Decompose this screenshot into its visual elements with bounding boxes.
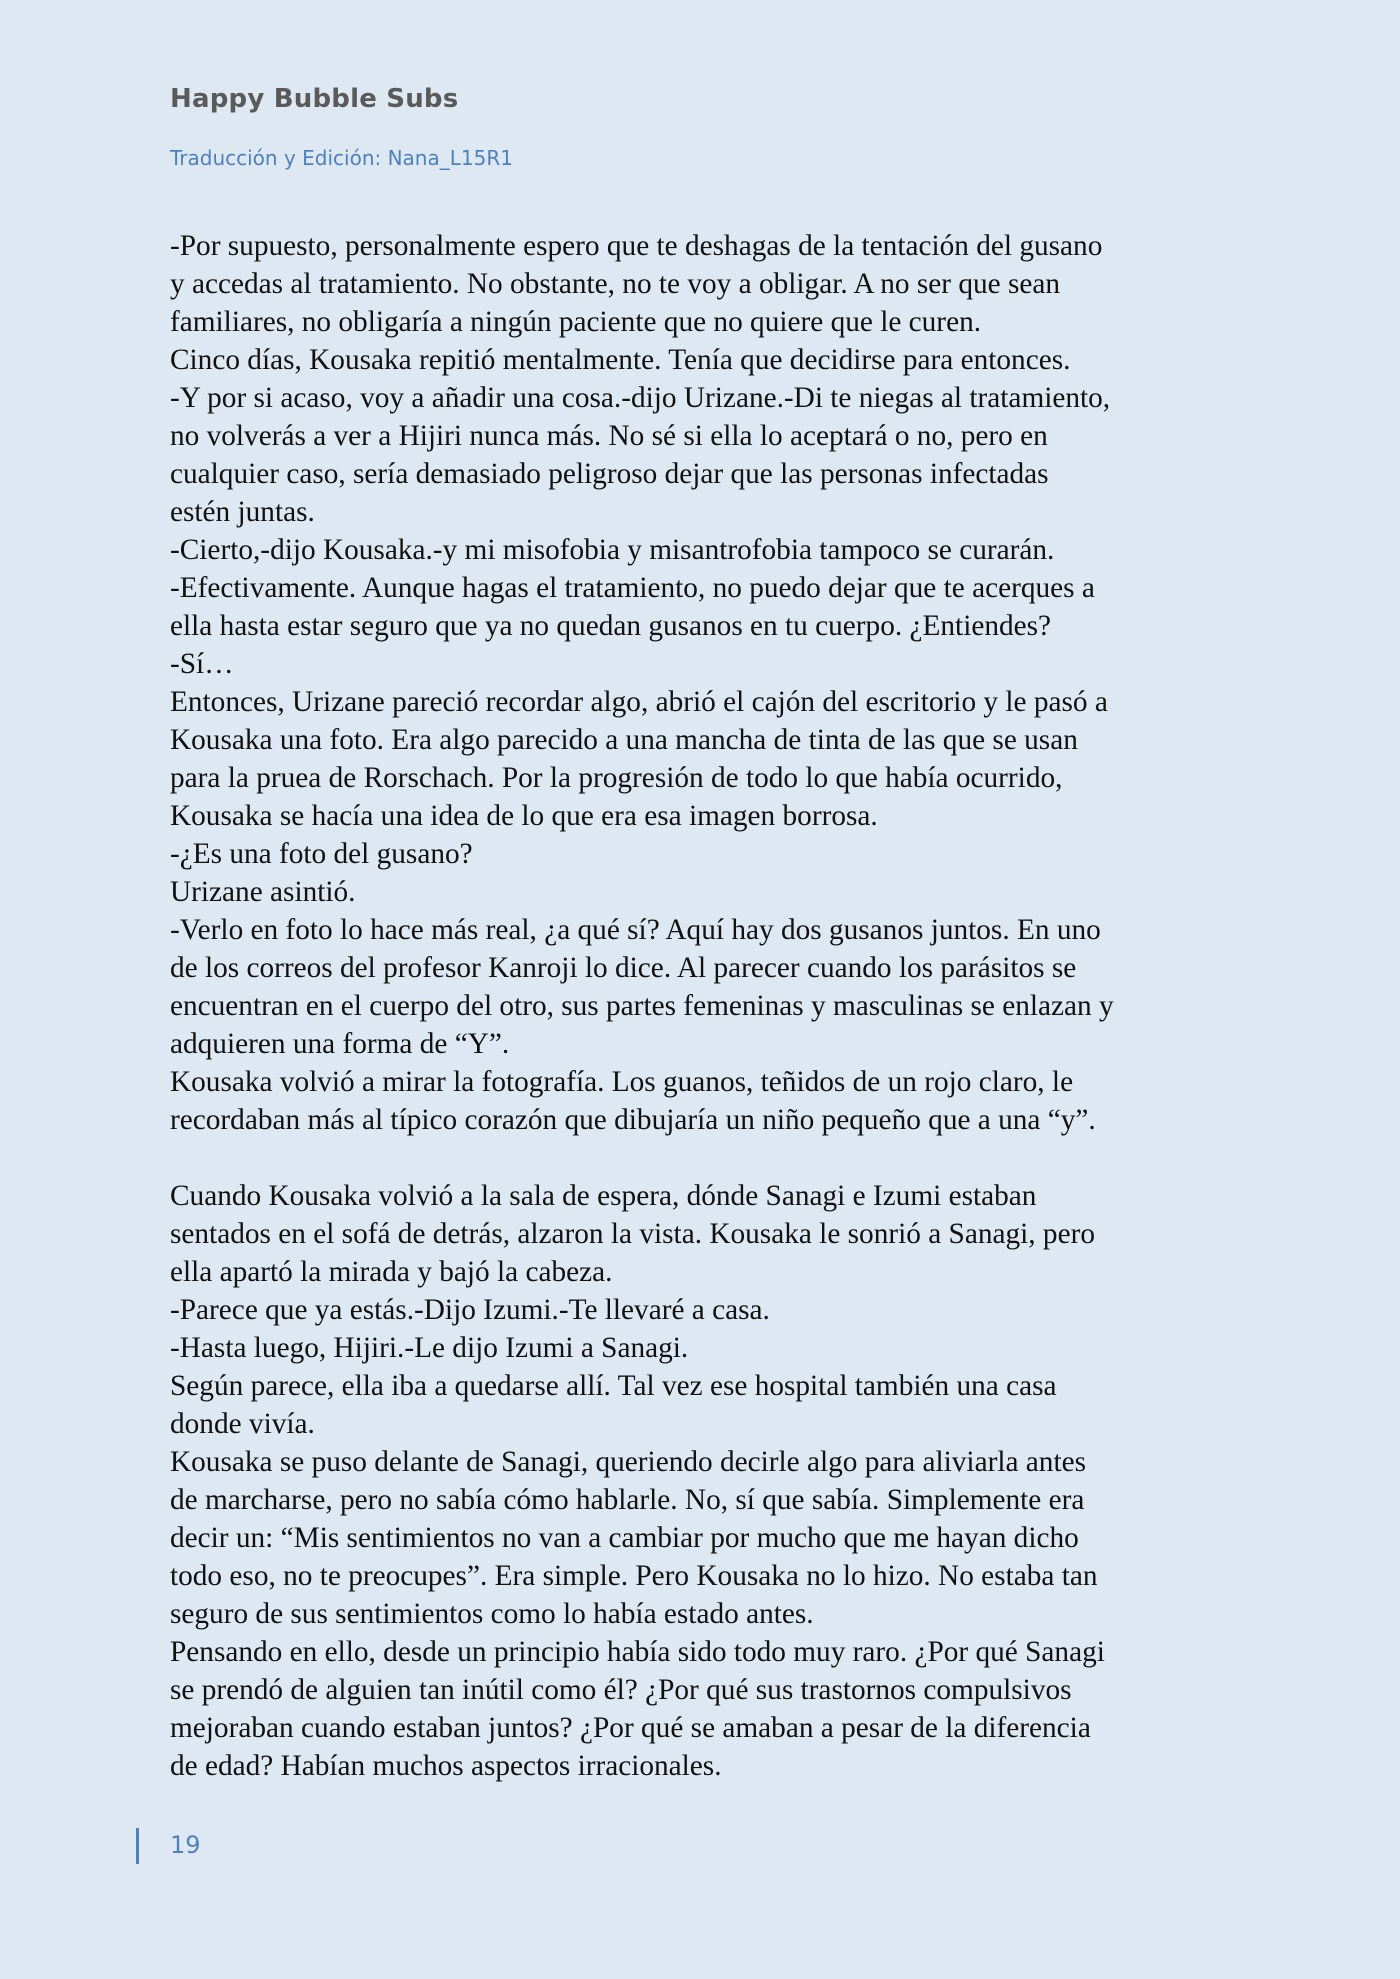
text-line: recordaban más al típico corazón que dibujaría un niño pequeño que a una “y”.	[170, 1104, 1096, 1136]
text-line: -Parece que ya estás.-Dijo Izumi.-Te llevaré a casa.	[170, 1294, 770, 1326]
text-line: ella hasta estar seguro que ya no quedan gusanos en tu cuerpo. ¿Entiendes?	[170, 610, 1052, 642]
text-line: se prendó de alguien tan inútil como él? ¿Por qué sus trastornos compulsivos	[170, 1674, 1072, 1706]
text-line: cualquier caso, sería demasiado peligroso dejar que las personas infectadas	[170, 458, 1049, 490]
text-line: de edad? Habían muchos aspectos irracionales.	[170, 1750, 722, 1782]
text-line: donde vivía.	[170, 1408, 315, 1440]
text-line: todo eso, no te preocupes”. Era simple. Pero Kousaka no lo hizo. No estaba tan	[170, 1560, 1098, 1592]
text-line: -Por supuesto, personalmente espero que te deshagas de la tentación del gusano	[170, 230, 1103, 262]
text-line: de los correos del profesor Kanroji lo dice. Al parecer cuando los parásitos se	[170, 952, 1077, 984]
text-line: sentados en el sofá de detrás, alzaron la vista. Kousaka le sonrió a Sanagi, pero	[170, 1218, 1095, 1250]
text-line: Entonces, Urizane pareció recordar algo, abrió el cajón del escritorio y le pasó a	[170, 686, 1108, 718]
text-line: decir un: “Mis sentimientos no van a cambiar por mucho que me hayan dicho	[170, 1522, 1079, 1554]
text-line: Urizane asintió.	[170, 876, 356, 908]
text-line: estén juntas.	[170, 496, 315, 528]
text-line: -Y por si acaso, voy a añadir una cosa.-dijo Urizane.-Di te niegas al tratamiento,	[170, 382, 1111, 414]
header-title: Happy Bubble Subs	[170, 84, 459, 114]
page-number: 19	[170, 1831, 201, 1859]
paragraph-gap	[170, 1139, 1260, 1177]
header-credits: Traducción y Edición: Nana_L15R1	[170, 146, 513, 170]
text-line: para la pruea de Rorschach. Por la progresión de todo lo que había ocurrido,	[170, 762, 1063, 794]
text-line: encuentran en el cuerpo del otro, sus partes femeninas y masculinas se enlazan y	[170, 990, 1114, 1022]
text-line: Kousaka se hacía una idea de lo que era esa imagen borrosa.	[170, 800, 878, 832]
text-line: ella apartó la mirada y bajó la cabeza.	[170, 1256, 613, 1288]
text-line: -Verlo en foto lo hace más real, ¿a qué sí? Aquí hay dos gusanos juntos. En uno	[170, 914, 1101, 946]
text-line: seguro de sus sentimientos como lo había estado antes.	[170, 1598, 814, 1630]
text-line: Cuando Kousaka volvió a la sala de espera, dónde Sanagi e Izumi estaban	[170, 1180, 1037, 1212]
footer-accent-bar	[136, 1828, 139, 1864]
text-line: Según parece, ella iba a quedarse allí. Tal vez ese hospital también una casa	[170, 1370, 1057, 1402]
text-line: -Hasta luego, Hijiri.-Le dijo Izumi a Sanagi.	[170, 1332, 689, 1364]
text-line: Cinco días, Kousaka repitió mentalmente. Tenía que decidirse para entonces.	[170, 344, 1071, 376]
text-line: -Cierto,-dijo Kousaka.-y mi misofobia y misantrofobia tampoco se curarán.	[170, 534, 1055, 566]
text-line: Pensando en ello, desde un principio había sido todo muy raro. ¿Por qué Sanagi	[170, 1636, 1105, 1668]
text-line: no volverás a ver a Hijiri nunca más. No sé si ella lo aceptará o no, pero en	[170, 420, 1048, 452]
text-line: -Sí…	[170, 648, 234, 680]
text-line: -Efectivamente. Aunque hagas el tratamiento, no puedo dejar que te acerques a	[170, 572, 1095, 604]
text-line: Kousaka volvió a mirar la fotografía. Los guanos, teñidos de un rojo claro, le	[170, 1066, 1074, 1098]
body-text	[170, 227, 1260, 1785]
text-line: Kousaka se puso delante de Sanagi, queriendo decirle algo para aliviarla antes	[170, 1446, 1086, 1478]
text-line: y accedas al tratamiento. No obstante, no te voy a obligar. A no ser que sean	[170, 268, 1061, 300]
text-line: familiares, no obligaría a ningún paciente que no quiere que le curen.	[170, 306, 982, 338]
text-line: -¿Es una foto del gusano?	[170, 838, 473, 870]
text-line: Kousaka una foto. Era algo parecido a una mancha de tinta de las que se usan	[170, 724, 1078, 756]
text-line: mejoraban cuando estaban juntos? ¿Por qué se amaban a pesar de la diferencia	[170, 1712, 1091, 1744]
text-line: de marcharse, pero no sabía cómo hablarle. No, sí que sabía. Simplemente era	[170, 1484, 1085, 1516]
text-line: adquieren una forma de “Y”.	[170, 1028, 510, 1060]
